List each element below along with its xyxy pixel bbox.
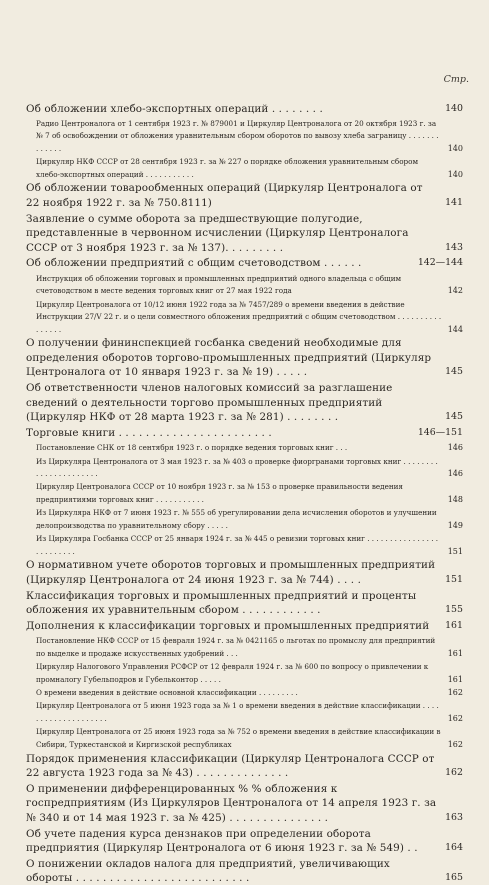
toc-entry-text: Об обложении хлебо-экспортных операций . . . . . . . . bbox=[26, 102, 323, 115]
toc-subentry bbox=[26, 698, 463, 723]
toc-page-number: 162 bbox=[447, 713, 463, 723]
table-of-contents bbox=[26, 99, 463, 885]
toc-page-number: 162 bbox=[447, 688, 463, 698]
toc-entry bbox=[26, 588, 463, 617]
toc-entry-text: Циркуляр Центроналога от 5 июня 1923 года за № 1 о времени введения в действие классификации . . . . . . . . . . . . . . . . . . . . bbox=[36, 701, 439, 723]
toc-page-number: 151 bbox=[447, 546, 463, 556]
toc-entry bbox=[26, 826, 463, 855]
toc-subentry bbox=[26, 116, 463, 153]
toc-entry bbox=[26, 557, 463, 586]
toc-entry-text: Из Циркуляра НКФ от 7 июня 1923 г. № 555 об урегулировании дела исчисления оборотов и улучшении делопроизводства по уравнительному сбору . . . . . bbox=[36, 508, 437, 530]
toc-subentry bbox=[26, 154, 463, 179]
toc-page-number: 162 bbox=[445, 767, 463, 778]
toc-entry bbox=[26, 618, 463, 632]
toc-page-number: 142—144 bbox=[417, 257, 463, 269]
toc-entry bbox=[26, 255, 463, 269]
toc-page-number: 146 bbox=[447, 469, 463, 479]
toc-entry-text: Постановление НКФ СССР от 15 февраля 1924 г. за № 0421165 о льготах по промыслу для предприятий по выделке и продаже искусственных удобрений . . . bbox=[36, 636, 436, 658]
toc-entry-text: Постановление СНК от 18 сентября 1923 г. о порядке ведения торговых книг . . . bbox=[36, 443, 348, 453]
toc-entry-text: Об ответственности членов налоговых комиссий за разглашение сведений о деятельности торгово промышленных предприятий (Циркуляр НКФ от 28 марта 1923 г. за № 281) . . . . . . . . bbox=[26, 382, 393, 423]
toc-page-number: 149 bbox=[447, 520, 463, 530]
toc-page-number: 142 bbox=[447, 286, 463, 296]
toc-page-number: 145 bbox=[445, 410, 463, 422]
page-column-label: Стр. bbox=[443, 74, 469, 85]
toc-subentry bbox=[26, 685, 463, 697]
toc-page-number: 140 bbox=[447, 143, 463, 153]
toc-entry-text: Из Циркуляра Центроналога от 3 мая 1923 г. за № 403 о проверке фиоргранами торговых книг . . . . . . . . . . . . . . . . . . . . . . bbox=[36, 456, 438, 479]
toc-entry-text: О понижении окладов налога для предприятий, увеличивающих обороты . . . . . . . . . . . . . . . . . . . . . . . . . . bbox=[26, 857, 390, 885]
toc-subentry bbox=[26, 724, 463, 749]
toc-page-number: 162 bbox=[447, 739, 463, 749]
toc-page-number: 151 bbox=[445, 573, 463, 585]
toc-page-number: 165 bbox=[445, 872, 463, 884]
toc-subentry bbox=[26, 659, 463, 684]
toc-subentry bbox=[26, 297, 463, 334]
toc-entry-text: Об обложении товарообменных операций (Циркуляр Центроналога от 22 ноября 1922 г. за № 750.8111) bbox=[26, 182, 423, 209]
toc-entry-text: Дополнения к классификации торговых и промышленных предприятий bbox=[26, 620, 430, 633]
page-header bbox=[26, 74, 469, 85]
toc-page-number: 155 bbox=[445, 604, 463, 616]
toc-page-number: 148 bbox=[447, 494, 463, 504]
toc-entry-text: Об обложении предприятий с общим счетоводством . . . . . . bbox=[26, 257, 362, 270]
toc-entry-text: Циркуляр Центроналога от 25 июня 1923 года за № 752 о времени введения в действие классификации в Сибири, Туркестанской и Киргизской республиках bbox=[36, 727, 441, 749]
toc-entry-text: О времени введения в действие основной классификации . . . . . . . . . bbox=[36, 688, 298, 698]
toc-entry-text: О получении фининспекцией госбанка сведений необходимые для определения оборотов торгово-промышленных предприятий (Циркуляр Центроналога от 10 января 1923 г. за № 19) . . . . . bbox=[26, 337, 432, 379]
toc-subentry bbox=[26, 271, 463, 296]
toc-page-number: 163 bbox=[445, 811, 463, 823]
toc-entry-text: Инструкция об обложении торговых и промышленных предприятий одного владельца с общим счетоводством в месте ведения торговых книг от 27 мая 1922 года bbox=[36, 273, 402, 296]
toc-entry-text: Классификация торговых и промышленных предприятий и проценты обложения их уравнительным сбором . . . . . . . . . . . . bbox=[26, 589, 417, 617]
toc-entry bbox=[26, 380, 463, 423]
toc-entry-text: Циркуляр Центроналога СССР от 10 ноября 1923 г. за № 153 о проверке правильности ведения предприятиями торговых книг . . . . . . . . . . . bbox=[36, 482, 403, 504]
toc-subentry bbox=[26, 505, 463, 530]
toc-page-number: 161 bbox=[447, 648, 463, 658]
toc-entry-text: Циркуляр НКФ СССР от 28 сентября 1923 г. за № 227 о порядке обложения уравнительным сбором хлебо-экспортных операций . . . . . . . . . . . bbox=[36, 157, 419, 179]
toc-page-number: 143 bbox=[445, 241, 463, 253]
toc-subentry bbox=[26, 479, 463, 504]
toc-page-number: 146—151 bbox=[417, 426, 463, 438]
toc-page-number: 140 bbox=[447, 169, 463, 179]
toc-subentry bbox=[26, 440, 463, 452]
toc-page-number: 164 bbox=[445, 842, 463, 854]
toc-entry-text: Циркуляр Центроналога от 10/12 июня 1922 года за № 7457/289 о времени введения в действие Инструкции 27/V 22 г. и о цели совместного обложения предприятий с общим счетоводством . . . . . . . . . . . . . . . . bbox=[36, 299, 442, 334]
toc-entry-text: Из Циркуляра Госбанка СССР от 25 января 1924 г. за № 445 о ревизии торговых книг . . . . . . . . . . . . . . . . . . . . . . . . . bbox=[36, 534, 439, 556]
toc-entry bbox=[26, 781, 463, 824]
toc-entry-text: Об учете падения курса дензнаков при определении оборота предприятия (Циркуляр Центроналога от 6 июня 1923 г. за № 549) . . bbox=[26, 827, 418, 855]
toc-entry-text: Циркуляр Налогового Управления РСФСР от 12 февраля 1924 г. за № 600 по вопросу о привлечении к промналогу Губельподров и Губельконтор . . . . . bbox=[36, 662, 429, 684]
toc-page-number: 140 bbox=[445, 102, 463, 114]
toc-entry-text: О нормативном учете оборотов торговых и промышленных предприятий (Циркуляр Центроналога от 24 июня 1923 г. за № 744) . . . . bbox=[26, 559, 436, 586]
toc-entry-text: Заявление о сумме оборота за предшествующие полугодие, представленные в червонном исчислении (Циркуляр Центроналога СССР от 3 ноября 1923 г. за № 137). . . . . . . . . bbox=[26, 212, 409, 254]
toc-subentry bbox=[26, 633, 463, 658]
toc-entry bbox=[26, 101, 463, 115]
toc-entry-text: Порядок применения классификации (Циркуляр Центроналога СССР от 22 августа 1923 года за № 43) . . . . . . . . . . . . . . bbox=[26, 752, 435, 779]
toc-page-number: 161 bbox=[447, 674, 463, 684]
toc-subentry bbox=[26, 531, 463, 556]
toc-page-number: 161 bbox=[445, 620, 463, 632]
toc-entry bbox=[26, 425, 463, 439]
toc-entry bbox=[26, 180, 463, 209]
toc-entry-text: О применении дифференцированных % % обложения к госпредприятиям (Из Циркуляров Центроналога от 14 апреля 1923 г. за № 340 и от 14 мая 1923 г. за № 425) . . . . . . . . . . . . . . . bbox=[26, 782, 437, 824]
toc-entry bbox=[26, 211, 463, 254]
toc-page-number: 146 bbox=[447, 443, 463, 453]
toc-subentry bbox=[26, 454, 463, 479]
toc-entry bbox=[26, 856, 463, 885]
toc-entry-text: Радио Центроналога от 1 сентября 1923 г. № 879001 и Циркуляр Центроналога от 20 октября 1923 г. за № 7 об освобождении от обложения уравнительным сбором оборотов по вывозу хлеба заграницу . . . . . . . . . . . . . bbox=[36, 118, 439, 153]
toc-page-number: 144 bbox=[447, 324, 463, 334]
toc-page-number: 141 bbox=[445, 196, 463, 208]
toc-entry bbox=[26, 335, 463, 378]
toc-entry-text: Торговые книги . . . . . . . . . . . . . . . . . . . . . . . bbox=[26, 426, 272, 439]
toc-entry bbox=[26, 751, 463, 780]
toc-page-number: 145 bbox=[445, 366, 463, 378]
